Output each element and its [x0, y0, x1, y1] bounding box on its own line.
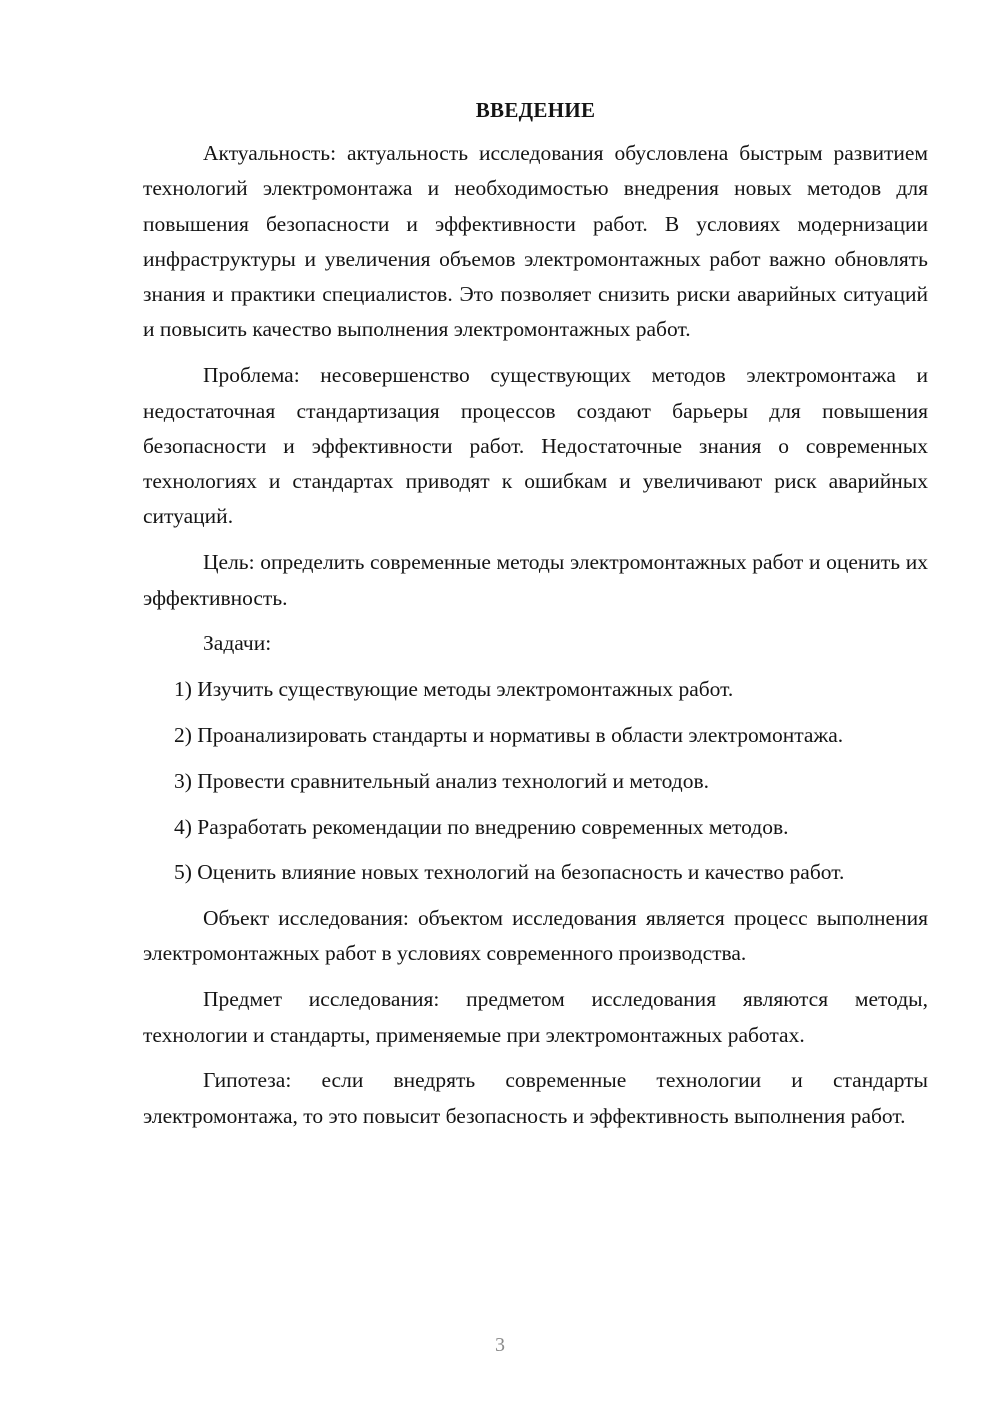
task-item: 3) Провести сравнительный анализ технологий и методов. [174, 768, 709, 793]
task-item: 5) Оценить влияние новых технологий на безопасность и качество работ. [174, 860, 845, 885]
page-content [143, 96, 928, 1134]
page-number: 3 [495, 1334, 505, 1356]
object-paragraph: Объект исследования: объектом исследования является процесс выполнения электромонтажных работ в условиях современного производства. [143, 906, 928, 966]
task-item: 4) Разработать рекомендации по внедрению современных методов. [174, 814, 789, 839]
task-item: 2) Проанализировать стандарты и нормативы в области электромонтажа. [174, 722, 844, 747]
goal-paragraph: Цель: определить современные методы электромонтажных работ и оценить их эффективность. [143, 550, 928, 610]
task-item: 1) Изучить существующие методы электромонтажных работ. [174, 677, 734, 702]
subject-paragraph: Предмет исследования: предметом исследования являются методы, технологии и стандарты, применяемые при электромонтажных работах. [143, 987, 928, 1047]
hypothesis-paragraph: Гипотеза: если внедрять современные технологии и стандарты электромонтажа, то это повысит безопасность и эффективность выполнения работ. [143, 1068, 928, 1128]
section-heading: ВВЕДЕНИЕ [475, 98, 596, 122]
relevance-paragraph: Актуальность: актуальность исследования обусловлена быстрым развитием технологий электромонтажа и необходимостью внедрения новых методов для повышения безопасности и эффективности работ. В условиях модернизации инфраструктуры и увеличения объемов электромонтажных работ важно обновлять знания и практики специалистов. Это позволяет снизить риски аварийных ситуаций и повысить качество выполнения электромонтажных работ. [143, 141, 928, 342]
problem-paragraph: Проблема: несовершенство существующих методов электромонтажа и недостаточная стандартизация процессов создают барьеры для повышения безопасности и эффективности работ. Недостаточные знания о современных технологиях и стандартах приводят к ошибкам и увеличивают риск аварийных ситуаций. [143, 363, 928, 529]
tasks-heading: Задачи: [203, 631, 272, 656]
